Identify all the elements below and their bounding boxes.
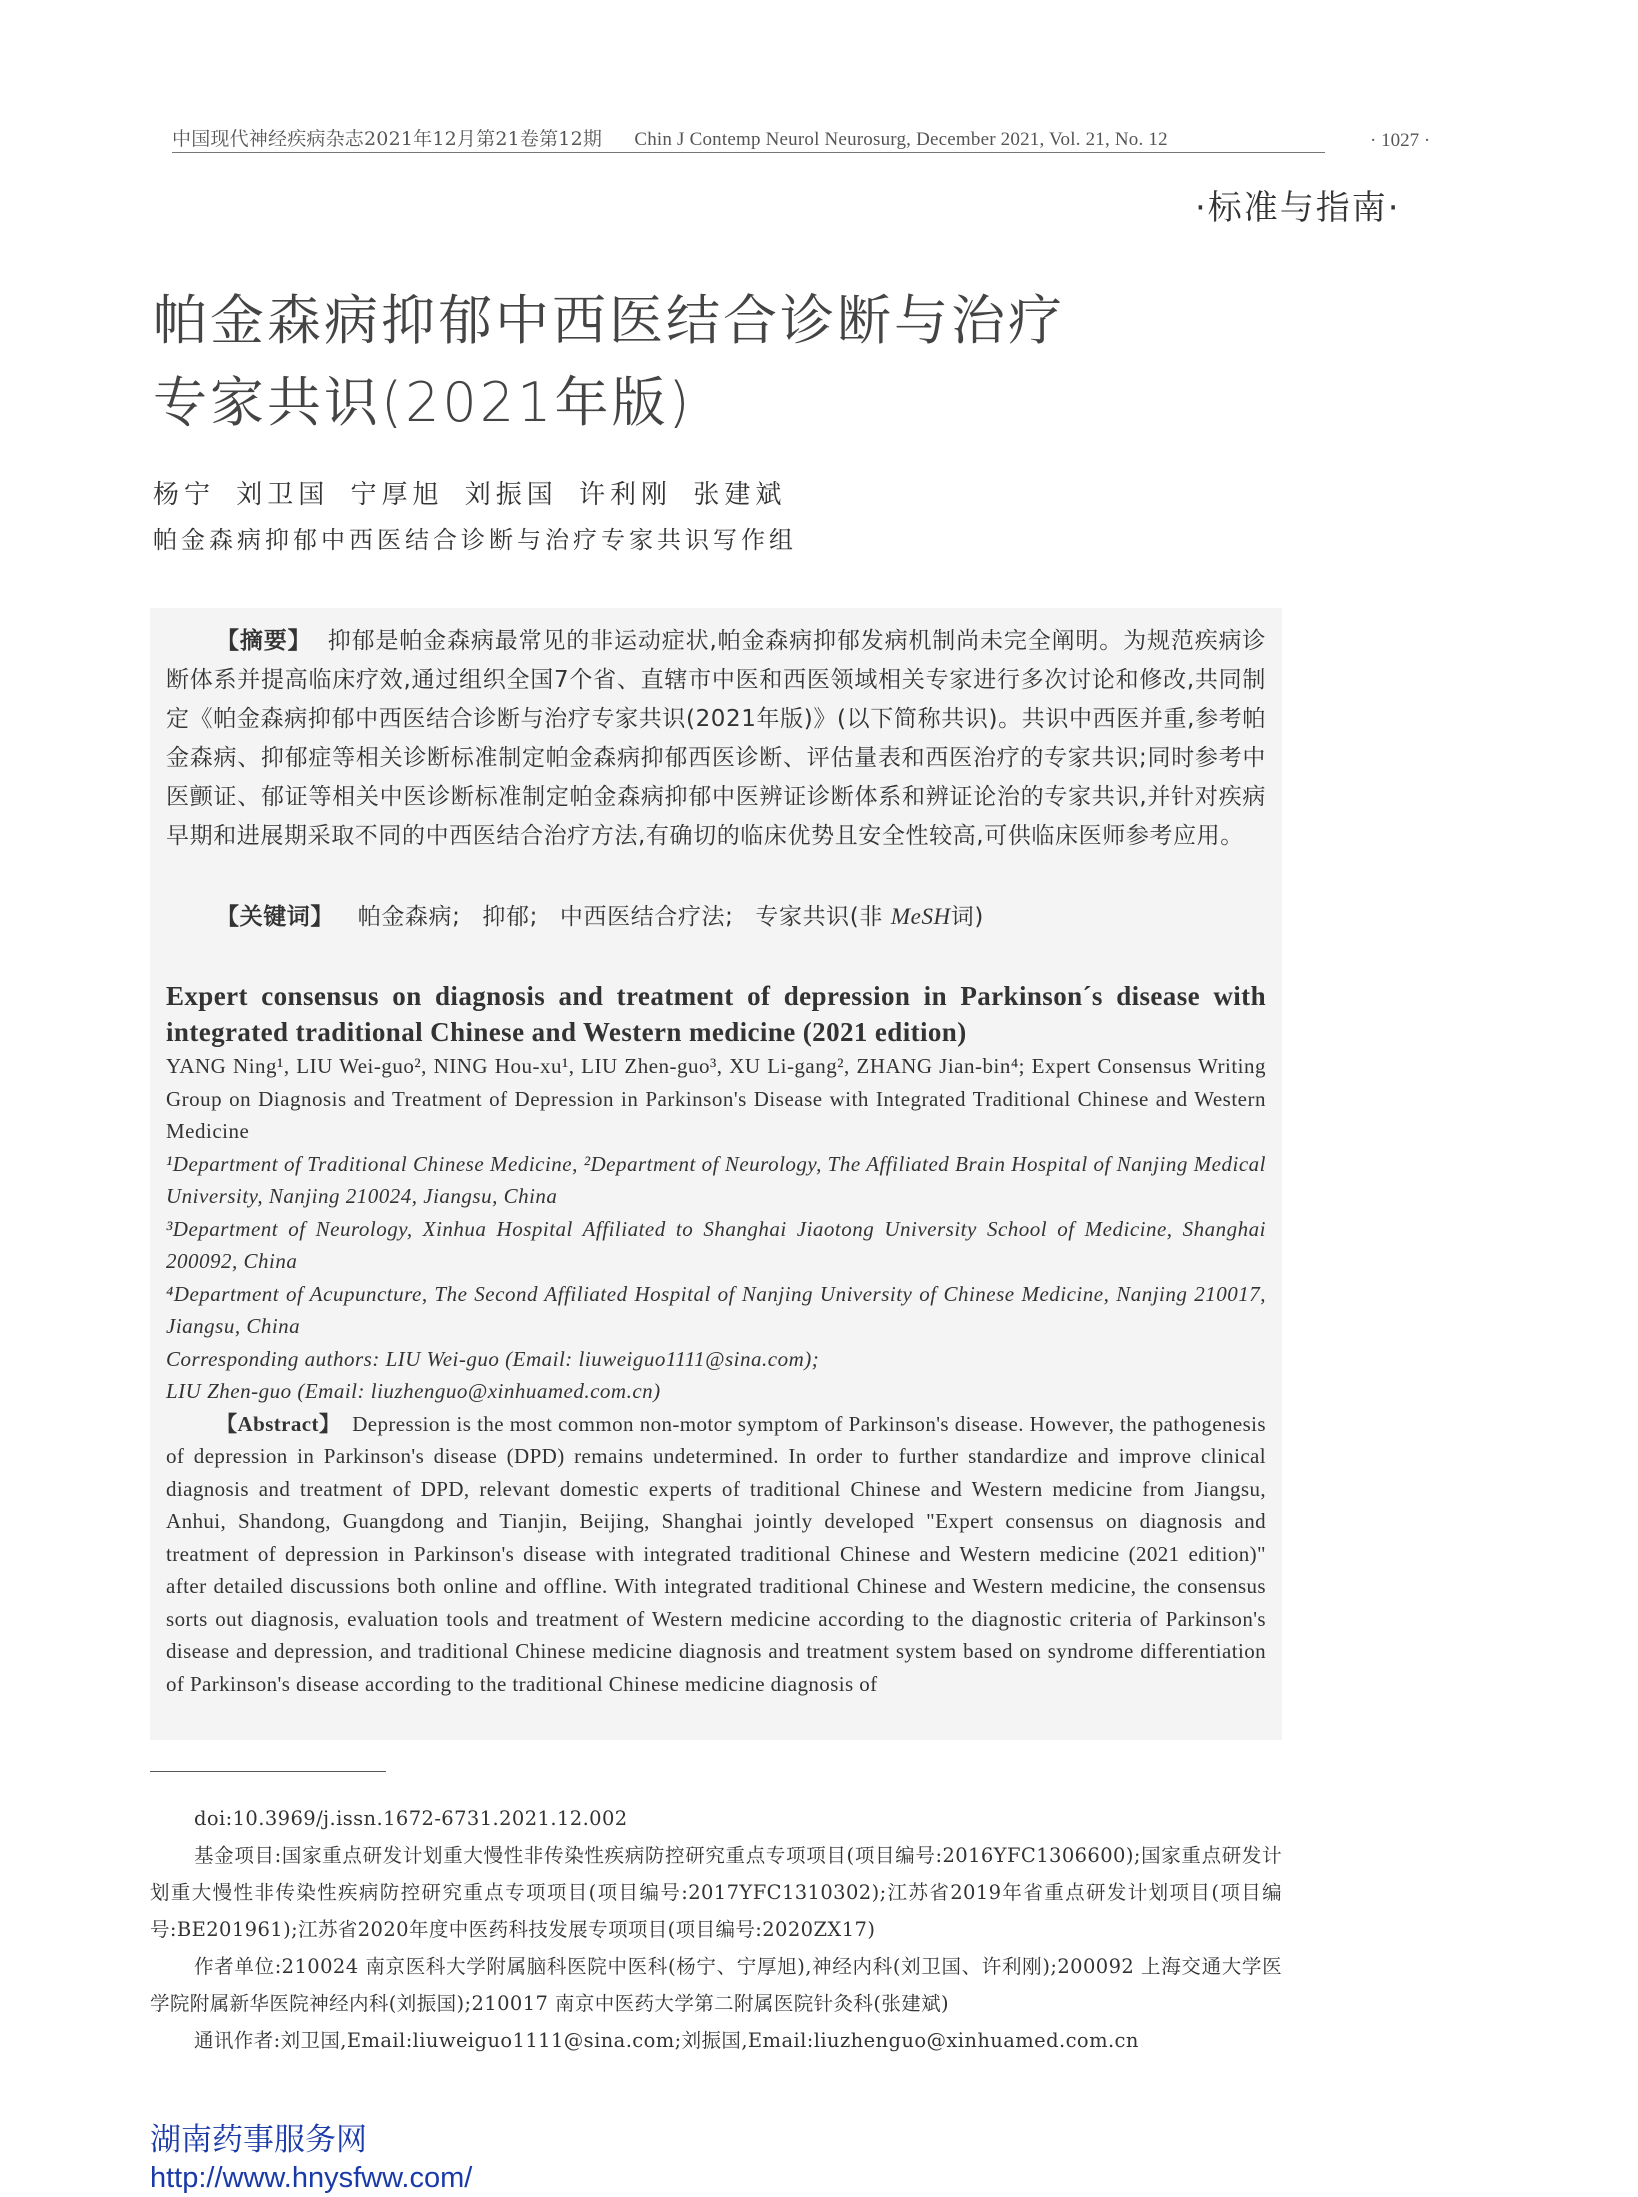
keyword-item: 帕金森病; — [357, 904, 461, 930]
corresponding-authors-1: Corresponding authors: LIU Wei-guo (Email: liuweiguo1111@sina.com); — [166, 1346, 820, 1371]
doi-line: doi:10.3969/j.issn.1672-6731.2021.12.002 — [194, 1807, 628, 1830]
article-title-en: Expert consensus on diagnosis and treatment of depression in Parkinson´s disease with integrated traditional Chinese and Western medicine (2021 edition) — [166, 981, 1266, 1047]
page-number: · 1027 · — [1370, 130, 1431, 151]
abstract-cn-text: 抑郁是帕金森病最常见的非运动症状,帕金森病抑郁发病机制尚未完全阐明。为规范疾病诊断体系并提高临床疗效,通过组织全国7个省、直辖市中医和西医领域相关专家进行多次讨论和修改,共同制定《帕金森病抑郁中西医结合诊断与治疗专家共识(2021年版)》(以下简称共识)。共识中西医并重,参考帕金森病、抑郁症等相关诊断标准制定帕金森病抑郁西医诊断、评估量表和西医治疗的专家共识;同时参考中医颤证、郁证等相关中医诊断标准制定帕金森病抑郁中医辨证诊断体系和辨证论治的专家共识,并针对疾病早期和进展期采取不同的中西医结合治疗方法,有确切的临床优势且安全性较高,可供临床医师参考应用。 — [166, 628, 1267, 849]
footnotes — [150, 1800, 1282, 2059]
affiliation-2: ³Department of Neurology, Xinhua Hospital Affiliated to Shanghai Jiaotong University School of Medicine, Shanghai 200092, China — [166, 1216, 1266, 1273]
section-label: ·标准与指南· — [1195, 188, 1401, 228]
abstract-cn-label: 【摘要】 — [216, 628, 312, 654]
running-header — [172, 124, 1325, 153]
abstract-en — [166, 1408, 1266, 1701]
title-line-1: 帕金森病抑郁中西医结合诊断与治疗 — [153, 289, 1065, 352]
correspondence-line: 通讯作者:刘卫国,Email:liuweiguo1111@sina.com;刘振国,Email:liuzhenguo@xinhuamed.com.cn — [194, 2029, 1139, 2052]
keyword-mesh: MeSH — [890, 904, 951, 929]
writing-group-cn: 帕金森病抑郁中西医结合诊断与治疗专家共识写作组 — [153, 526, 797, 554]
keyword-tail: 词) — [950, 904, 984, 930]
title-line-2: 专家共识(2021年版) — [153, 371, 693, 434]
article-title-cn — [153, 280, 1153, 444]
abstract-en-label: 【Abstract】 — [216, 1411, 341, 1436]
keywords-cn — [216, 898, 984, 931]
keyword-item: 专家共识(非 — [755, 904, 883, 930]
affiliation-1: ¹Department of Traditional Chinese Medicine, ²Department of Neurology, The Affiliated Brain Hospital of Nanjing Medical University, Nanjing 210024, Jiangsu, China — [166, 1151, 1266, 1208]
corresponding-authors-2: LIU Zhen-guo (Email: liuzhenguo@xinhuamed.com.cn) — [166, 1379, 661, 1403]
keyword-item: 抑郁; — [482, 904, 538, 930]
watermark-name: 湖南药事服务网 — [150, 2122, 367, 2158]
english-abstract-block — [166, 978, 1266, 1700]
footnote-divider — [150, 1771, 386, 1772]
journal-name-cn: 中国现代神经疾病杂志2021年12月第21卷第12期 — [172, 128, 603, 150]
watermark-url[interactable]: http://www.hnysfww.com/ — [150, 2162, 473, 2194]
author-units-line: 作者单位:210024 南京医科大学附属脑科医院中医科(杨宁、宁厚旭),神经内科(刘卫国、许利刚);200092 上海交通大学医学院附属新华医院神经内科(刘振国);210017 南京中医药大学第二附属医院针灸科(张建斌) — [150, 1955, 1282, 2015]
funding-line: 基金项目:国家重点研发计划重大慢性非传染性疾病防控研究重点专项项目(项目编号:2016YFC1306600);国家重点研发计划重大慢性非传染性疾病防控研究重点专项项目(项目编号:2017YFC1310302);江苏省2019年省重点研发计划项目(项目编号:BE201961);江苏省2020年度中医药科技发展专项项目(项目编号:2020ZX17) — [150, 1844, 1282, 1941]
abstract-cn — [166, 622, 1266, 856]
abstract-en-text: Depression is the most common non-motor symptom of Parkinson's disease. However, the pathogenesis of depression in Parkinson's disease (DPD) remains undetermined. In order to further standardize and improve clinical diagnosis and treatment of DPD, relevant domestic experts of traditional Chinese and Western medicine from Jiangsu, Anhui, Shandong, Guangdong and Tianjin, Beijing, Shanghai jointly developed "Expert consensus on diagnosis and treatment of depression in Parkinson's disease with integrated traditional Chinese and Western medicine (2021 edition)" after detailed discussions both online and offline. With integrated traditional Chinese and Western medicine, the consensus sorts out diagnosis, evaluation tools and treatment of Western medicine according to the diagnostic criteria of Parkinson's disease and depression, and traditional Chinese medicine diagnosis and treatment system based on syndrome differentiation of Parkinson's disease according to the traditional Chinese medicine diagnosis of — [166, 1411, 1266, 1696]
authors-en: YANG Ning¹, LIU Wei-guo², NING Hou-xu¹, LIU Zhen-guo³, XU Li-gang², ZHANG Jian-bin⁴; Expert Consensus Writing Group on Diagnosis and Treatment of Depression in Parkinson's Disease with Integrated Traditional Chinese and Western Medicine — [166, 1054, 1266, 1143]
keywords-label: 【关键词】 — [216, 904, 334, 930]
journal-name-en: Chin J Contemp Neurol Neurosurg, December 2021, Vol. 21, No. 12 — [634, 129, 1168, 150]
keyword-item: 中西医结合疗法; — [559, 904, 734, 930]
affiliation-3: ⁴Department of Acupuncture, The Second Affiliated Hospital of Nanjing University of Chinese Medicine, Nanjing 210017, Jiangsu, China — [166, 1281, 1266, 1338]
authors-cn: 杨宁 刘卫国 宁厚旭 刘振国 许利刚 张建斌 — [153, 480, 787, 510]
watermark — [150, 2120, 472, 2196]
abstract-panel — [150, 608, 1282, 1740]
